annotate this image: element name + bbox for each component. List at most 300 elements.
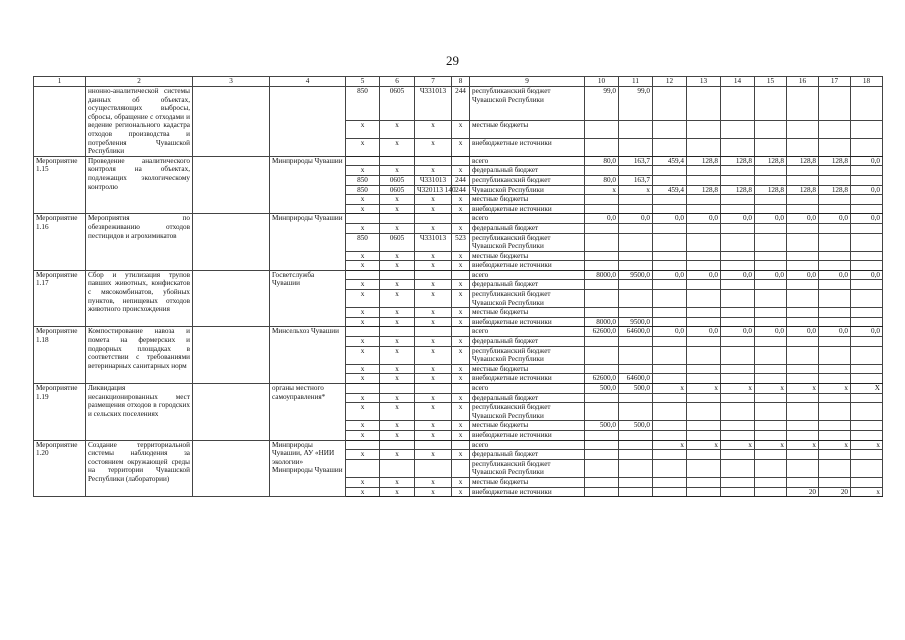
table-cell (585, 223, 619, 233)
table-cell (585, 166, 619, 176)
table-cell: 0,0 (653, 214, 687, 224)
executor-cell: Госветслужба Чувашии (270, 270, 346, 327)
table-cell (721, 195, 755, 205)
table-cell: х (380, 364, 415, 374)
table-cell: республиканский бюджет (470, 175, 585, 185)
table-cell: внебюджетные источники (470, 317, 585, 327)
table-cell (380, 459, 415, 477)
table-cell: 62600,0 (585, 374, 619, 384)
table-cell: х (380, 393, 415, 403)
table-cell: 0,0 (819, 214, 851, 224)
table-cell (755, 120, 787, 138)
table-cell: х (585, 185, 619, 195)
table-cell: х (346, 430, 380, 440)
table-cell (755, 308, 787, 318)
measure-id-cell (34, 87, 86, 157)
budget-table (33, 76, 883, 497)
table-cell (851, 223, 883, 233)
table-cell (787, 459, 819, 477)
table-cell: 244 (452, 175, 470, 185)
table-cell (851, 233, 883, 251)
table-cell: х (452, 166, 470, 176)
table-cell: х (787, 440, 819, 450)
table-cell (380, 440, 415, 450)
table-cell (619, 393, 653, 403)
table-cell (819, 346, 851, 364)
table-cell (721, 487, 755, 497)
table-cell: 128,8 (819, 185, 851, 195)
table-cell (755, 233, 787, 251)
table-cell: х (687, 440, 721, 450)
table-cell: 80,0 (585, 175, 619, 185)
table-cell (851, 261, 883, 271)
header-cell: 15 (755, 77, 787, 87)
executor-cell: Минприроды Чувашии, АУ «НИИ экологии» Минприроды Чувашии (270, 440, 346, 497)
measure-description: Ликвидация несанкционированных мест размещения отходов в городских и сельских поселениях (86, 384, 193, 441)
table-cell (851, 346, 883, 364)
table-cell (346, 270, 380, 280)
table-cell (380, 270, 415, 280)
table-cell: 128,8 (721, 185, 755, 195)
table-cell (787, 138, 819, 156)
table-cell (687, 175, 721, 185)
table-cell (755, 450, 787, 460)
table-row (34, 384, 883, 394)
table-cell: х (452, 421, 470, 431)
table-cell (619, 440, 653, 450)
table-cell: 8000,0 (585, 270, 619, 280)
table-cell: внебюджетные источники (470, 138, 585, 156)
header-cell: 5 (346, 77, 380, 87)
table-cell: 99,0 (619, 87, 653, 121)
table-cell (819, 261, 851, 271)
table-cell: 523 (452, 233, 470, 251)
table-cell (755, 223, 787, 233)
table-cell (755, 421, 787, 431)
table-cell (585, 337, 619, 347)
table-cell: 9500,0 (619, 270, 653, 280)
table-cell (653, 450, 687, 460)
executor-cell: органы местного самоуправления* (270, 384, 346, 441)
table-cell (415, 327, 452, 337)
table-cell: Ч320113 140 (415, 185, 452, 195)
table-cell: 0,0 (687, 327, 721, 337)
table-cell (619, 477, 653, 487)
table-cell (619, 204, 653, 214)
table-cell: х (346, 374, 380, 384)
table-cell: х (380, 261, 415, 271)
table-cell: х (819, 440, 851, 450)
table-cell: х (380, 195, 415, 205)
table-cell (452, 440, 470, 450)
table-cell (619, 223, 653, 233)
table-cell (619, 459, 653, 477)
table-cell (851, 450, 883, 460)
table-cell (851, 290, 883, 308)
table-cell (415, 440, 452, 450)
table-cell (721, 346, 755, 364)
table-cell: х (415, 450, 452, 460)
table-cell: 0,0 (819, 270, 851, 280)
table-cell: 0,0 (851, 185, 883, 195)
table-cell (721, 450, 755, 460)
table-cell (851, 138, 883, 156)
table-cell (687, 251, 721, 261)
table-cell (819, 317, 851, 327)
table-cell (415, 384, 452, 394)
table-cell: х (452, 450, 470, 460)
table-cell (585, 261, 619, 271)
table-cell: внебюджетные источники (470, 487, 585, 497)
table-cell (819, 459, 851, 477)
table-cell: х (415, 393, 452, 403)
table-cell: х (415, 421, 452, 431)
table-cell (653, 317, 687, 327)
table-cell (653, 261, 687, 271)
table-cell: 0,0 (851, 270, 883, 280)
table-cell (755, 477, 787, 487)
table-cell (687, 337, 721, 347)
table-cell (721, 430, 755, 440)
table-cell (619, 364, 653, 374)
table-cell (851, 317, 883, 327)
table-cell (346, 214, 380, 224)
table-cell (619, 233, 653, 251)
table-cell: внебюджетные источники (470, 374, 585, 384)
table-cell (585, 346, 619, 364)
table-cell: 80,0 (585, 156, 619, 166)
table-row (34, 156, 883, 166)
table-cell (619, 308, 653, 318)
table-cell (721, 175, 755, 185)
table-cell: 0,0 (819, 327, 851, 337)
table-cell (721, 421, 755, 431)
table-cell (755, 166, 787, 176)
table-cell (585, 477, 619, 487)
table-cell (415, 270, 452, 280)
table-cell: республиканский бюджет Чувашской Республики (470, 233, 585, 251)
table-cell (346, 384, 380, 394)
table-cell (653, 195, 687, 205)
table-cell: 20 (819, 487, 851, 497)
table-cell (585, 440, 619, 450)
table-cell (755, 87, 787, 121)
table-cell (787, 204, 819, 214)
table-cell: 0,0 (851, 327, 883, 337)
table-cell (346, 459, 380, 477)
table-cell (653, 337, 687, 347)
table-cell: 163,7 (619, 156, 653, 166)
table-cell: х (415, 261, 452, 271)
table-cell (819, 421, 851, 431)
table-cell (585, 430, 619, 440)
table-cell: х (346, 364, 380, 374)
table-cell: х (415, 223, 452, 233)
table-cell (819, 175, 851, 185)
table-cell: х (346, 223, 380, 233)
table-cell (755, 251, 787, 261)
table-cell (585, 290, 619, 308)
table-cell: х (452, 261, 470, 271)
table-cell (721, 280, 755, 290)
table-cell (653, 233, 687, 251)
table-cell (653, 459, 687, 477)
table-cell (653, 430, 687, 440)
table-cell (346, 327, 380, 337)
header-cell: 13 (687, 77, 721, 87)
table-cell (687, 317, 721, 327)
table-cell: Ч331013 (415, 233, 452, 251)
table-cell (653, 166, 687, 176)
table-cell (687, 403, 721, 421)
table-cell: х (452, 403, 470, 421)
table-cell (787, 317, 819, 327)
table-cell (653, 290, 687, 308)
table-cell (787, 403, 819, 421)
table-cell (787, 346, 819, 364)
table-cell: х (380, 204, 415, 214)
table-cell: Чувашской Республики (470, 185, 585, 195)
table-cell (819, 251, 851, 261)
table-cell: местные бюджеты (470, 251, 585, 261)
table-cell (755, 430, 787, 440)
table-cell: 128,8 (819, 156, 851, 166)
table-cell: х (346, 317, 380, 327)
table-cell: х (346, 393, 380, 403)
table-cell (851, 280, 883, 290)
table-cell: 850 (346, 185, 380, 195)
table-cell (721, 337, 755, 347)
header-cell: 10 (585, 77, 619, 87)
table-cell: х (346, 337, 380, 347)
table-cell: 0,0 (585, 214, 619, 224)
table-cell (787, 308, 819, 318)
table-cell: х (415, 280, 452, 290)
table-cell: х (380, 280, 415, 290)
table-cell (721, 261, 755, 271)
table-cell: х (380, 403, 415, 421)
table-cell (851, 477, 883, 487)
table-cell: х (346, 346, 380, 364)
table-cell (585, 308, 619, 318)
table-cell (687, 374, 721, 384)
table-cell (585, 459, 619, 477)
table-cell (687, 120, 721, 138)
table-cell: местные бюджеты (470, 120, 585, 138)
table-cell (787, 337, 819, 347)
table-cell: 500,0 (585, 384, 619, 394)
table-cell (787, 120, 819, 138)
table-cell: 850 (346, 233, 380, 251)
table-cell: 0,0 (755, 327, 787, 337)
table-cell: 0,0 (721, 270, 755, 280)
table-cell: х (415, 290, 452, 308)
table-cell (346, 440, 380, 450)
table-cell (653, 393, 687, 403)
table-cell (585, 487, 619, 497)
table-cell: внебюджетные источники (470, 430, 585, 440)
table-cell: 500,0 (585, 421, 619, 431)
table-cell (619, 280, 653, 290)
table-cell (721, 393, 755, 403)
table-cell (819, 120, 851, 138)
table-cell: федеральный бюджет (470, 393, 585, 403)
table-cell: 0,0 (787, 214, 819, 224)
table-cell (819, 308, 851, 318)
table-cell (687, 87, 721, 121)
table-cell: х (452, 364, 470, 374)
measure-description: Создание территориальной системы наблюдения за состоянием окружающей среды на территории Чувашской Республики (лаборатории) (86, 440, 193, 497)
table-cell: федеральный бюджет (470, 337, 585, 347)
table-cell: х (346, 280, 380, 290)
table-cell: х (415, 195, 452, 205)
column-3-cell (193, 384, 270, 441)
table-cell (585, 204, 619, 214)
table-cell: 8000,0 (585, 317, 619, 327)
table-cell: всего (470, 440, 585, 450)
table-cell: х (452, 251, 470, 261)
table-cell (851, 374, 883, 384)
table-cell (687, 233, 721, 251)
table-cell: х (346, 477, 380, 487)
table-cell: Х (851, 384, 883, 394)
header-cell: 17 (819, 77, 851, 87)
table-cell (721, 364, 755, 374)
column-3-cell (193, 87, 270, 157)
table-cell (787, 280, 819, 290)
table-cell (721, 251, 755, 261)
table-cell (687, 477, 721, 487)
table-cell (585, 251, 619, 261)
measure-description: Компостирование навоза и помета на фермерских и подворных площадках в соответствии с требованиями ветеринарных санитарных норм (86, 327, 193, 384)
table-cell (687, 204, 721, 214)
table-cell: 128,8 (721, 156, 755, 166)
table-cell (787, 290, 819, 308)
table-cell (851, 251, 883, 261)
table-cell: х (346, 290, 380, 308)
table-cell: х (452, 477, 470, 487)
table-cell (851, 337, 883, 347)
table-cell: х (415, 317, 452, 327)
table-cell (653, 421, 687, 431)
table-cell: 0,0 (787, 270, 819, 280)
table-cell (687, 430, 721, 440)
table-cell (755, 346, 787, 364)
table-cell (819, 87, 851, 121)
table-cell (721, 120, 755, 138)
table-cell (721, 477, 755, 487)
table-cell (687, 166, 721, 176)
table-cell (851, 393, 883, 403)
table-cell (755, 393, 787, 403)
measure-id-cell: Мероприятие 1.20 (34, 440, 86, 497)
table-cell (851, 175, 883, 185)
table-cell (687, 450, 721, 460)
table-cell (819, 393, 851, 403)
table-cell: х (346, 251, 380, 261)
table-cell (851, 166, 883, 176)
table-cell: х (380, 317, 415, 327)
table-cell (755, 261, 787, 271)
table-cell (653, 251, 687, 261)
table-cell: 128,8 (787, 156, 819, 166)
table-cell: всего (470, 327, 585, 337)
table-cell (819, 223, 851, 233)
table-cell: 0,0 (721, 327, 755, 337)
table-cell (619, 166, 653, 176)
table-cell: 163,7 (619, 175, 653, 185)
table-cell: х (346, 421, 380, 431)
table-cell (755, 374, 787, 384)
table-cell (687, 364, 721, 374)
table-cell (721, 87, 755, 121)
table-cell: 500,0 (619, 384, 653, 394)
header-cell: 16 (787, 77, 819, 87)
table-cell: внебюджетные источники (470, 204, 585, 214)
table-cell (787, 261, 819, 271)
table-cell: х (452, 308, 470, 318)
table-cell (653, 280, 687, 290)
table-cell (653, 477, 687, 487)
table-cell: 850 (346, 175, 380, 185)
column-3-cell (193, 327, 270, 384)
table-cell (787, 393, 819, 403)
table-cell: 0,0 (851, 214, 883, 224)
table-cell (653, 403, 687, 421)
table-cell: Ч331013 (415, 87, 452, 121)
table-cell: х (346, 166, 380, 176)
table-cell: х (380, 477, 415, 487)
measure-id-cell: Мероприятие 1.15 (34, 156, 86, 214)
table-cell: х (415, 138, 452, 156)
table-cell: х (415, 430, 452, 440)
table-cell (819, 233, 851, 251)
table-cell (755, 337, 787, 347)
table-cell (819, 450, 851, 460)
table-cell: х (415, 337, 452, 347)
table-cell (687, 459, 721, 477)
table-cell: х (452, 290, 470, 308)
table-cell (452, 459, 470, 477)
table-cell: всего (470, 214, 585, 224)
table-cell (755, 403, 787, 421)
table-cell: внебюджетные источники (470, 261, 585, 271)
table-cell: местные бюджеты (470, 364, 585, 374)
table-cell: х (415, 364, 452, 374)
table-cell (619, 261, 653, 271)
table-cell: х (380, 487, 415, 497)
table-cell: х (452, 120, 470, 138)
table-cell: х (346, 450, 380, 460)
header-cell: 2 (86, 77, 193, 87)
table-cell (653, 223, 687, 233)
table-cell (819, 477, 851, 487)
table-cell (653, 175, 687, 185)
table-cell (619, 487, 653, 497)
header-cell: 1 (34, 77, 86, 87)
table-cell: местные бюджеты (470, 195, 585, 205)
table-cell: федеральный бюджет (470, 280, 585, 290)
table-cell (721, 459, 755, 477)
table-cell (653, 487, 687, 497)
executor-cell: Минсельхоз Чувашии (270, 327, 346, 384)
header-cell: 6 (380, 77, 415, 87)
header-cell: 12 (653, 77, 687, 87)
header-cell: 8 (452, 77, 470, 87)
table-cell: республиканский бюджет Чувашской Республики (470, 346, 585, 364)
column-3-cell (193, 214, 270, 271)
table-cell (380, 327, 415, 337)
